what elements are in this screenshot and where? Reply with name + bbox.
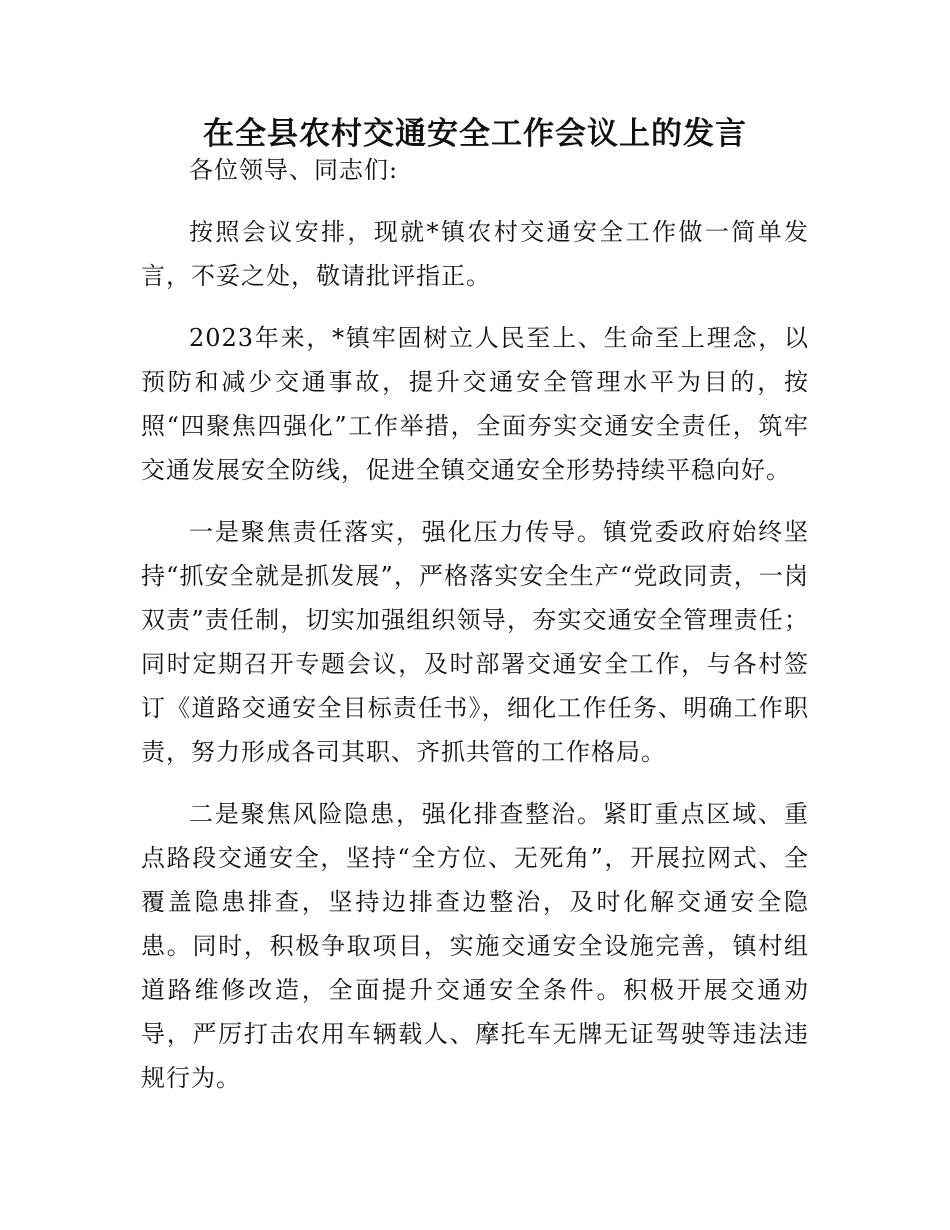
- paragraph-intro: 按照会议安排，现就*镇农村交通安全工作做一简单发言，不妥之处，敬请批评指正。: [141, 218, 809, 290]
- paragraph-overview: 2023年来，*镇牢固树立人民至上、生命至上理念，以预防和减少交通事故，提升交通安全管理水平为目的，按照“四聚焦四强化”工作举措，全面夯实交通安全责任，筑牢交通发展安全防线，促进全镇交通安全形势持续平稳向好。: [141, 324, 809, 484]
- greeting-paragraph: 各位领导、同志们:: [189, 156, 399, 184]
- paragraph-risk-inspection: 二是聚焦风险隐患，强化排查整治。紧盯重点区域、重点路段交通安全，坚持“全方位、无死角”，开展拉网式、全覆盖隐患排查，坚持边排查边整治，及时化解交通安全隐患。同时，积极争取项目，实施交通安全设施完善，镇村组道路维修改造，全面提升交通安全条件。积极开展交通劝导，严厉打击农用车辆载人、摩托车无牌无证驾驶等违法违规行为。: [141, 800, 809, 1092]
- document-body: [141, 148, 809, 1100]
- paragraph-responsibility: 一是聚焦责任落实，强化压力传导。镇党委政府始终坚持“抓安全就是抓发展”，严格落实安全生产“党政同责，一岗双责”责任制，切实加强组织领导，夯实交通安全管理责任；同时定期召开专题会议，及时部署交通安全工作，与各村签订《道路交通安全目标责任书》，细化工作任务、明确工作职责，努力形成各司其职、齐抓共管的工作格局。: [141, 518, 809, 766]
- document-title: 在全县农村交通安全工作会议上的发言: [203, 116, 747, 152]
